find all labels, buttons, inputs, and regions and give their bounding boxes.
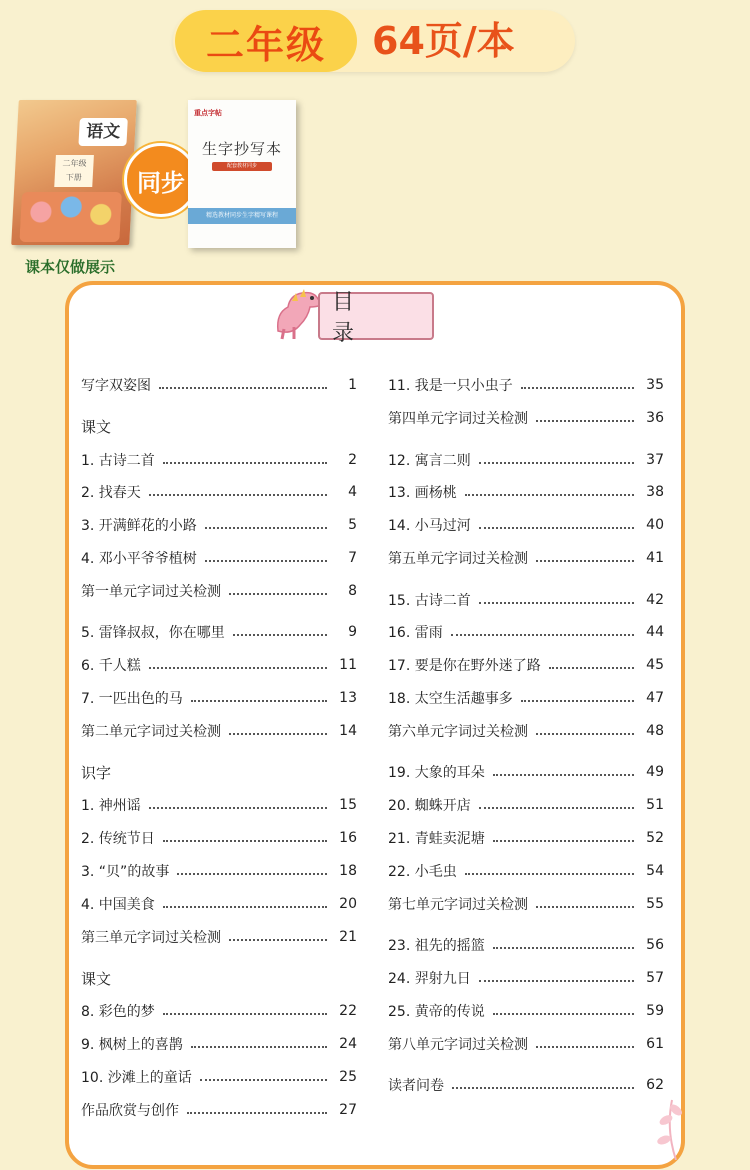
toc-page-number: 21	[339, 929, 357, 945]
toc-entry-title: 15. 古诗二首	[388, 593, 471, 609]
toc-page-number: 55	[646, 896, 664, 912]
textbook-volume-text: 下册	[65, 173, 82, 182]
toc-entry-title: 4. 邓小平爷爷植树	[81, 551, 197, 567]
toc-page-number: 24	[339, 1036, 357, 1052]
toc-leader-dots	[479, 980, 634, 982]
copybook-title: 生字抄写本	[201, 140, 282, 158]
toc-page-number: 59	[646, 1003, 664, 1019]
toc-entry[interactable]	[81, 621, 357, 643]
toc-page-number: 62	[646, 1077, 664, 1093]
toc-page-number: 49	[646, 764, 664, 780]
toc-entry-title: 1. 神州谣	[81, 798, 141, 814]
toc-entry[interactable]	[388, 589, 664, 611]
toc-leader-dots	[149, 667, 327, 669]
toc-entry-title: 第二单元字词过关检测	[81, 724, 221, 740]
toc-entry-title: 第三单元字词过关检测	[81, 930, 221, 946]
toc-leader-dots	[159, 387, 327, 389]
toc-leader-dots	[191, 700, 327, 702]
toc-page-number: 16	[339, 830, 357, 846]
toc-entry[interactable]	[388, 1000, 664, 1022]
toc-entry-title: 8. 彩色的梦	[81, 1004, 155, 1020]
toc-entry[interactable]	[81, 687, 357, 709]
toc-leader-dots	[163, 462, 327, 464]
toc-entry[interactable]	[81, 926, 357, 948]
toc-entry[interactable]	[388, 794, 664, 816]
toc-entry-title: 18. 太空生活趣事多	[388, 691, 513, 707]
toc-entry-title: 10. 沙滩上的童话	[81, 1070, 192, 1086]
toc-entry[interactable]	[388, 967, 664, 989]
toc-entry[interactable]	[81, 860, 357, 882]
toc-page-number: 52	[646, 830, 664, 846]
toc-leader-dots	[149, 807, 327, 809]
toc-entry-title: 第六单元字词过关检测	[388, 724, 528, 740]
toc-page-number: 18	[339, 863, 357, 879]
toc-entry-title: 20. 蜘蛛开店	[388, 798, 471, 814]
toc-leader-dots	[200, 1079, 327, 1081]
toc-leader-dots	[187, 1112, 327, 1114]
toc-entry-title: 写字双姿图	[81, 378, 151, 394]
toc-entry[interactable]	[388, 827, 664, 849]
toc-entry-title: 14. 小马过河	[388, 518, 471, 534]
flower-icon	[636, 1090, 684, 1160]
toc-page-number: 7	[348, 550, 357, 566]
toc-entry[interactable]	[81, 374, 357, 396]
toc-entry[interactable]	[388, 893, 664, 915]
toc-page-number: 37	[646, 452, 664, 468]
copybook-cover-image	[188, 100, 296, 248]
toc-leader-dots	[493, 1013, 634, 1015]
toc-entry-title: 作品欣赏与创作	[81, 1103, 179, 1119]
toc-entry[interactable]	[388, 481, 664, 503]
toc-entry[interactable]	[388, 761, 664, 783]
toc-entry[interactable]	[388, 720, 664, 742]
toc-page-number: 35	[646, 377, 664, 393]
toc-entry[interactable]	[388, 1074, 664, 1096]
sync-badge: 同步	[124, 143, 198, 217]
toc-leader-dots	[465, 873, 634, 875]
toc-entry-title: 24. 羿射九日	[388, 971, 471, 987]
toc-leader-dots	[479, 807, 634, 809]
toc-page-number: 25	[339, 1069, 357, 1085]
toc-leader-dots	[536, 420, 634, 422]
toc-entry[interactable]	[388, 687, 664, 709]
toc-page-number: 14	[339, 723, 357, 739]
toc-leader-dots	[163, 906, 327, 908]
toc-entry-title: 23. 祖先的摇篮	[388, 938, 485, 954]
toc-entry-title: 17. 要是你在野外迷了路	[388, 658, 541, 674]
toc-leader-dots	[536, 560, 634, 562]
toc-page-number: 11	[339, 657, 357, 673]
toc-page-number: 42	[646, 592, 664, 608]
toc-leader-dots	[521, 387, 634, 389]
toc-entry[interactable]	[81, 1066, 357, 1088]
toc-leader-dots	[521, 700, 634, 702]
toc-page-number: 5	[348, 517, 357, 533]
toc-entry[interactable]	[81, 720, 357, 742]
cover-illustration	[19, 192, 122, 242]
toc-leader-dots	[229, 939, 327, 941]
toc-leader-dots	[479, 527, 634, 529]
toc-entry[interactable]	[388, 934, 664, 956]
toc-leader-dots	[479, 462, 634, 464]
toc-entry-title: 2. 找春天	[81, 485, 141, 501]
toc-page-number: 47	[646, 690, 664, 706]
toc-entry-title: 22. 小毛虫	[388, 864, 457, 880]
toc-section-heading: 识字	[81, 764, 112, 782]
toc-leader-dots	[493, 840, 634, 842]
textbook-grade	[54, 155, 94, 187]
toc-entry-title: 12. 寓言二则	[388, 453, 471, 469]
toc-entry[interactable]	[81, 481, 357, 503]
toc-leader-dots	[191, 1046, 327, 1048]
toc-entry[interactable]	[81, 794, 357, 816]
toc-leader-dots	[229, 593, 327, 595]
toc-entry[interactable]	[81, 547, 357, 569]
grade-label: 二年级	[175, 10, 357, 72]
toc-page-number: 27	[339, 1102, 357, 1118]
toc-page-number: 2	[348, 452, 357, 468]
toc-entry[interactable]	[388, 860, 664, 882]
toc-leader-dots	[452, 1087, 634, 1089]
toc-page-number: 22	[339, 1003, 357, 1019]
toc-entry-title: 4. 中国美食	[81, 897, 155, 913]
toc-page-number: 13	[339, 690, 357, 706]
toc-page-number: 57	[646, 970, 664, 986]
toc-page-number: 44	[646, 624, 664, 640]
toc-entry[interactable]	[81, 654, 357, 676]
toc-entry-title: 第四单元字词过关检测	[388, 411, 528, 427]
toc-entry-title: 21. 青蛙卖泥塘	[388, 831, 485, 847]
toc-leader-dots	[163, 1013, 327, 1015]
toc-page-number: 9	[348, 624, 357, 640]
toc-page-number: 20	[339, 896, 357, 912]
toc-leader-dots	[493, 774, 634, 776]
toc-page-number: 45	[646, 657, 664, 673]
toc-page-number: 38	[646, 484, 664, 500]
toc-leader-dots	[205, 527, 327, 529]
toc-entry[interactable]	[81, 580, 357, 602]
toc-entry-title: 3. “贝”的故事	[81, 864, 170, 880]
toc-page-number: 40	[646, 517, 664, 533]
toc-page-number: 4	[348, 484, 357, 500]
toc-page-number: 41	[646, 550, 664, 566]
toc-entry[interactable]	[81, 827, 357, 849]
toc-entry-title: 第一单元字词过关检测	[81, 584, 221, 600]
toc-entry[interactable]	[388, 547, 664, 569]
toc-entry[interactable]	[388, 1033, 664, 1055]
toc-leader-dots	[233, 634, 327, 636]
toc-leader-dots	[493, 947, 634, 949]
textbook-grade-text: 二年级	[62, 159, 87, 168]
toc-entry[interactable]	[388, 449, 664, 471]
toc-section-heading: 课文	[81, 970, 112, 988]
toc-entry-title: 5. 雷锋叔叔，你在哪里	[81, 625, 225, 641]
toc-page-number: 61	[646, 1036, 664, 1052]
toc-entry-title: 1. 古诗二首	[81, 453, 155, 469]
toc-leader-dots	[549, 667, 634, 669]
copybook-badge: 配套教材同步	[212, 162, 272, 171]
toc-entry[interactable]	[81, 1000, 357, 1022]
toc-page-number: 15	[339, 797, 357, 813]
toc-entry-title: 读者问卷	[388, 1078, 444, 1094]
toc-leader-dots	[205, 560, 327, 562]
toc-page-number: 56	[646, 937, 664, 953]
toc-entry[interactable]	[388, 514, 664, 536]
toc-section-heading: 课文	[81, 418, 112, 436]
toc-entry[interactable]	[388, 621, 664, 643]
toc-entry-title: 11. 我是一只小虫子	[388, 378, 513, 394]
toc-leader-dots	[177, 873, 327, 875]
toc-leader-dots	[536, 906, 634, 908]
toc-entry-title: 25. 黄帝的传说	[388, 1004, 485, 1020]
toc-entry-title: 6. 千人糕	[81, 658, 141, 674]
toc-entry[interactable]	[388, 407, 664, 429]
textbook-cover-image	[11, 100, 137, 245]
toc-entry[interactable]	[81, 893, 357, 915]
toc-page-number: 36	[646, 410, 664, 426]
toc-leader-dots	[229, 733, 327, 735]
toc-leader-dots	[536, 1046, 634, 1048]
display-caption: 课本仅做展示	[25, 258, 116, 276]
toc-page-number: 51	[646, 797, 664, 813]
toc-page-number: 54	[646, 863, 664, 879]
toc-leader-dots	[149, 494, 327, 496]
toc-leader-dots	[536, 733, 634, 735]
toc-entry[interactable]	[388, 374, 664, 396]
toc-entry-title: 9. 枫树上的喜鹊	[81, 1037, 183, 1053]
toc-entry-title: 13. 画杨桃	[388, 485, 457, 501]
toc-entry-title: 第五单元字词过关检测	[388, 551, 528, 567]
copybook-band: 精选教材同步生字精写课程	[188, 208, 296, 224]
toc-leader-dots	[465, 494, 634, 496]
toc-page-number: 48	[646, 723, 664, 739]
toc-entry[interactable]	[81, 514, 357, 536]
toc-leader-dots	[479, 602, 634, 604]
toc-entry-title: 19. 大象的耳朵	[388, 765, 485, 781]
toc-entry-title: 7. 一匹出色的马	[81, 691, 183, 707]
toc-entry-title: 第七单元字词过关检测	[388, 897, 528, 913]
toc-leader-dots	[163, 840, 327, 842]
toc-entry-title: 第八单元字词过关检测	[388, 1037, 528, 1053]
toc-entry[interactable]	[81, 1033, 357, 1055]
toc-leader-dots	[451, 634, 634, 636]
toc-title: 目 录	[318, 292, 434, 340]
toc-page-number: 8	[348, 583, 357, 599]
toc-page-number: 1	[348, 377, 357, 393]
textbook-title: 语文	[78, 118, 127, 146]
toc-entry[interactable]	[81, 1099, 357, 1121]
toc-entry-title: 2. 传统节日	[81, 831, 155, 847]
page-count-label: 64页/本	[372, 19, 515, 63]
toc-entry[interactable]	[81, 449, 357, 471]
toc-entry-title: 3. 开满鲜花的小路	[81, 518, 197, 534]
toc-entry-title: 16. 雷雨	[388, 625, 443, 641]
copybook-logo: 重点字帖	[194, 109, 222, 117]
toc-entry[interactable]	[388, 654, 664, 676]
